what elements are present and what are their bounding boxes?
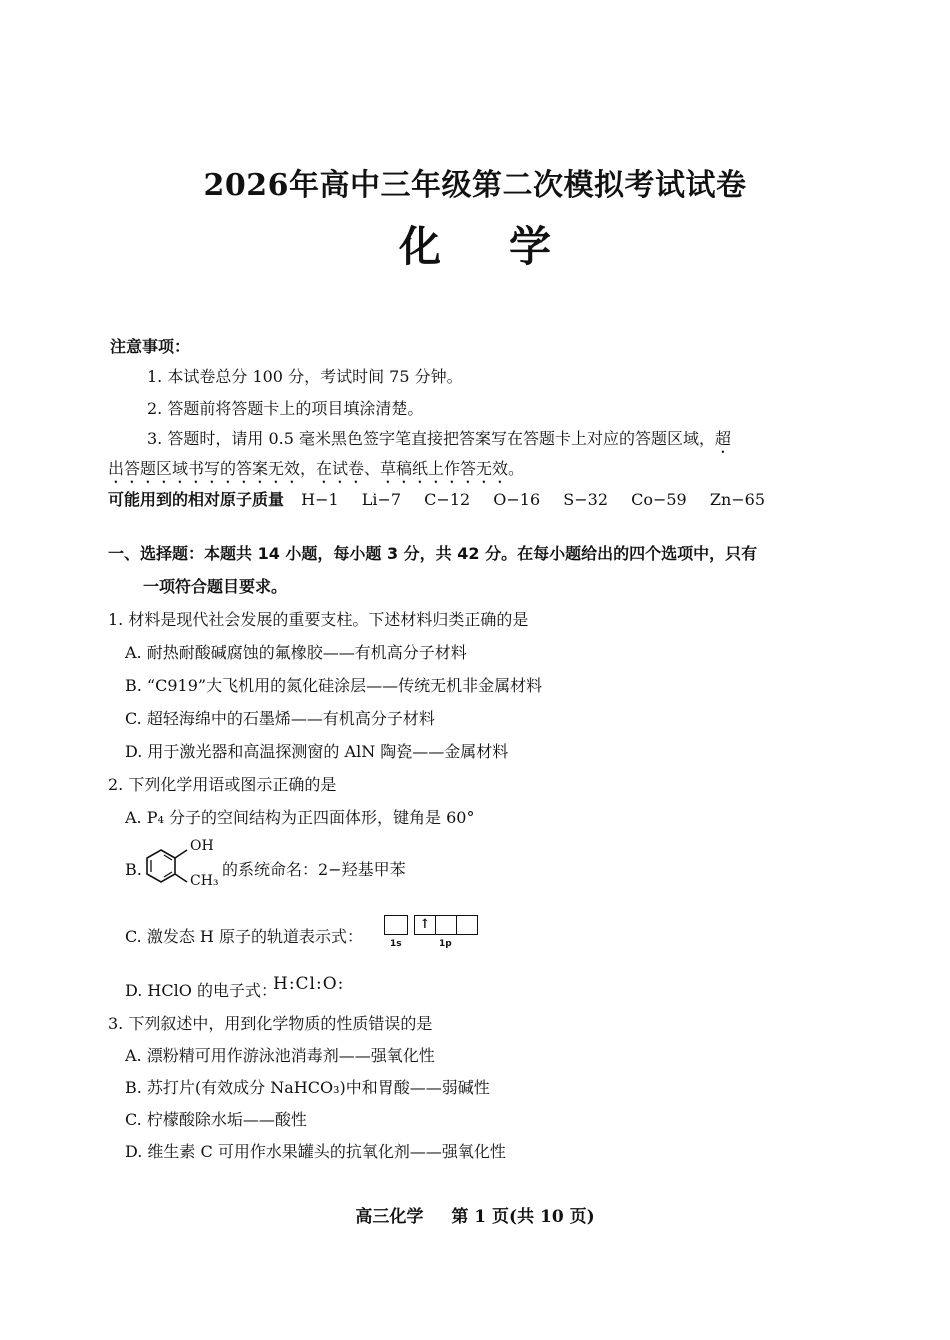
q2-option-b-text: 的系统命名：2−羟基甲苯 — [222, 860, 406, 879]
orbital-empty-box — [457, 916, 477, 934]
subject-title — [0, 214, 950, 274]
q2-option-c-text: C. 激发态 H 原子的轨道表示式： — [125, 927, 363, 946]
exam-title: 2026年高中三年级第二次模拟考试试卷 — [203, 168, 747, 203]
q3-option-d: D. 维生素 C 可用作水果罐头的抗氧化剂——强氧化性 — [125, 1142, 506, 1161]
atomic-masses — [108, 487, 783, 510]
notice-item-1: 1. 本试卷总分 100 分，考试时间 75 分钟。 — [147, 367, 463, 386]
q2-option-a: A. P₄ 分子的空间结构为正四面体形，键角是 60° — [125, 808, 475, 827]
orbital-1s-label: 1s — [390, 939, 402, 949]
page-footer — [0, 1202, 950, 1227]
q2-b-ch3: CH₃ — [190, 873, 219, 889]
footer-page-number: 第 1 页(共 10 页) — [451, 1207, 595, 1227]
q3-stem: 3. 下列叙述中，用到化学物质的性质错误的是 — [108, 1014, 433, 1033]
orbital-up-arrow-icon: ↑ — [415, 916, 436, 934]
notice-item-3 — [147, 426, 731, 457]
notice-item-3-line-2: 出答题区域书写的答案无效，在试卷、草稿纸上作答无效。 — [108, 459, 525, 478]
q3-option-a: A. 漂粉精可用作游泳池消毒剂——强氧化性 — [125, 1046, 435, 1065]
q1-stem: 1. 材料是现代社会发展的重要支柱。下述材料归类正确的是 — [108, 610, 529, 629]
q1-option-d: D. 用于激光器和高温探测窗的 AlN 陶瓷——金属材料 — [125, 742, 509, 761]
hclo-electron-formula: H:Cl:O: — [273, 974, 345, 994]
orbital-1p-boxes — [414, 915, 478, 935]
q2-option-b-label: B. — [125, 860, 142, 879]
orbital-1s-box — [384, 915, 408, 935]
notice-item-3-text: 3. 答题时，请用 0.5 毫米黑色签字笔直接把答案写在答题卡上对应的答题区域， — [147, 429, 715, 448]
section-heading-line-2: 一项符合题目要求。 — [143, 577, 288, 596]
footer-subject: 高三化学 — [355, 1207, 424, 1227]
q2-option-d-text: D. HClO 的电子式： — [125, 981, 277, 1000]
notice-heading: 注意事项： — [110, 337, 191, 356]
q1-option-a: A. 耐热耐酸碱腐蚀的氟橡胶——有机高分子材料 — [125, 643, 467, 662]
mass-zn: Zn−65 — [709, 490, 766, 509]
section-heading-line-1: 一、选择题：本题共 14 小题，每小题 3 分，共 42 分。在每小题给出的四个选项中，只有 — [108, 544, 758, 563]
q3-option-b: B. 苏打片(有效成分 NaHCO₃)中和胃酸——弱碱性 — [125, 1078, 490, 1097]
subject-char-2: 学 — [509, 222, 552, 271]
subject-char-1: 化 — [398, 222, 441, 271]
q2-stem: 2. 下列化学用语或图示正确的是 — [108, 775, 337, 794]
atomic-masses-label: 可能用到的相对原子质量 — [108, 490, 285, 509]
orbital-1p-label: 1p — [439, 939, 452, 949]
notice-item-3-dotted: 超 — [714, 429, 731, 448]
q3-option-c: C. 柠檬酸除水垢——酸性 — [125, 1110, 307, 1129]
mass-li: Li−7 — [361, 490, 402, 509]
q1-option-c: C. 超轻海绵中的石墨烯——有机高分子材料 — [125, 709, 435, 728]
q1-option-b: B. “C919”大飞机用的氮化硅涂层——传统无机非金属材料 — [125, 676, 543, 695]
mass-o: O−16 — [493, 490, 541, 509]
orbital-empty-box — [436, 916, 457, 934]
notice-item-2: 2. 答题前将答题卡上的项目填涂清楚。 — [147, 399, 424, 418]
mass-s: S−32 — [563, 490, 608, 509]
q2-b-oh: OH — [190, 838, 214, 854]
mass-h: H−1 — [301, 490, 339, 509]
mass-co: Co−59 — [631, 490, 687, 509]
mass-c: C−12 — [424, 490, 471, 509]
